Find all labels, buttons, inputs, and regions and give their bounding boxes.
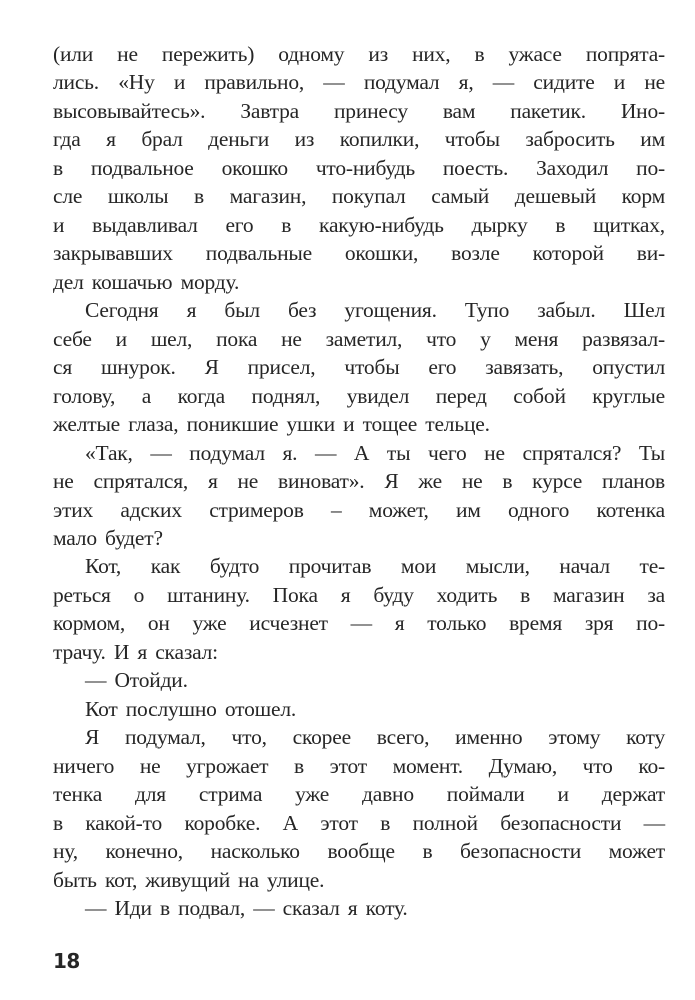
text-line: в подвальное окошко что-нибудь поесть. Заходил по- xyxy=(53,155,665,180)
text-line: Я подумал, что, скорее всего, именно этому коту xyxy=(85,725,665,750)
text-line: себе и шел, пока не заметил, что у меня развязал- xyxy=(53,326,665,351)
text-line: высовывайтесь». Завтра принесу вам пакетик. Ино- xyxy=(53,98,665,123)
text-line: Кот послушно отошел. xyxy=(85,696,297,721)
text-line: и выдавливал его в какую-нибудь дырку в щитках, xyxy=(53,212,665,237)
page-number: 18 xyxy=(53,949,80,973)
text-line: ну, конечно, насколько вообще в безопасности может xyxy=(53,839,665,864)
text-line: ничего не угрожает в этот момент. Думаю, что ко- xyxy=(53,753,665,778)
text-line: «Так, — подумал я. — А ты чего не спрятался? Ты xyxy=(85,440,665,465)
text-line: (или не пережить) одному из них, в ужасе попрята- xyxy=(53,42,665,66)
text-line: мало будет? xyxy=(53,525,163,550)
text-line: кормом, он уже исчезнет — я только время зря по- xyxy=(53,611,665,636)
text-line: трачу. И я сказал: xyxy=(53,639,218,664)
body-text xyxy=(53,40,665,923)
text-line: Кот, как будто прочитав мои мысли, начал те- xyxy=(85,554,665,579)
text-line: дел кошачью морду. xyxy=(53,269,240,294)
text-line: реться о штанину. Пока я буду ходить в магазин за xyxy=(53,582,665,607)
text-line: — Иди в подвал, — сказал я коту. xyxy=(85,896,408,921)
text-line: закрывавших подвальные окошки, возле которой ви- xyxy=(53,241,665,266)
text-line: сле школы в магазин, покупал самый дешевый корм xyxy=(53,184,665,209)
text-line: не спрятался, я не виноват». Я же не в курсе планов xyxy=(53,469,665,494)
text-line: гда я брал деньги из копилки, чтобы забросить им xyxy=(53,127,665,152)
text-line: — Отойди. xyxy=(85,668,188,693)
text-line: тенка для стрима уже давно поймали и держат xyxy=(53,782,665,807)
text-line: ся шнурок. Я присел, чтобы его завязать, опустил xyxy=(53,355,665,380)
text-line: лись. «Ну и правильно, — подумал я, — сидите и не xyxy=(53,70,665,95)
text-line: Сегодня я был без угощения. Тупо забыл. Шел xyxy=(85,298,665,323)
text-line: быть кот, живущий на улице. xyxy=(53,867,325,892)
text-line: этих адских стримеров – может, им одного котенка xyxy=(53,497,665,522)
text-line: желтые глаза, поникшие ушки и тощее тельце. xyxy=(53,412,490,437)
text-line: голову, а когда поднял, увидел перед собой круглые xyxy=(53,383,665,408)
text-line: в какой-то коробке. А этот в полной безопасности — xyxy=(53,810,665,835)
